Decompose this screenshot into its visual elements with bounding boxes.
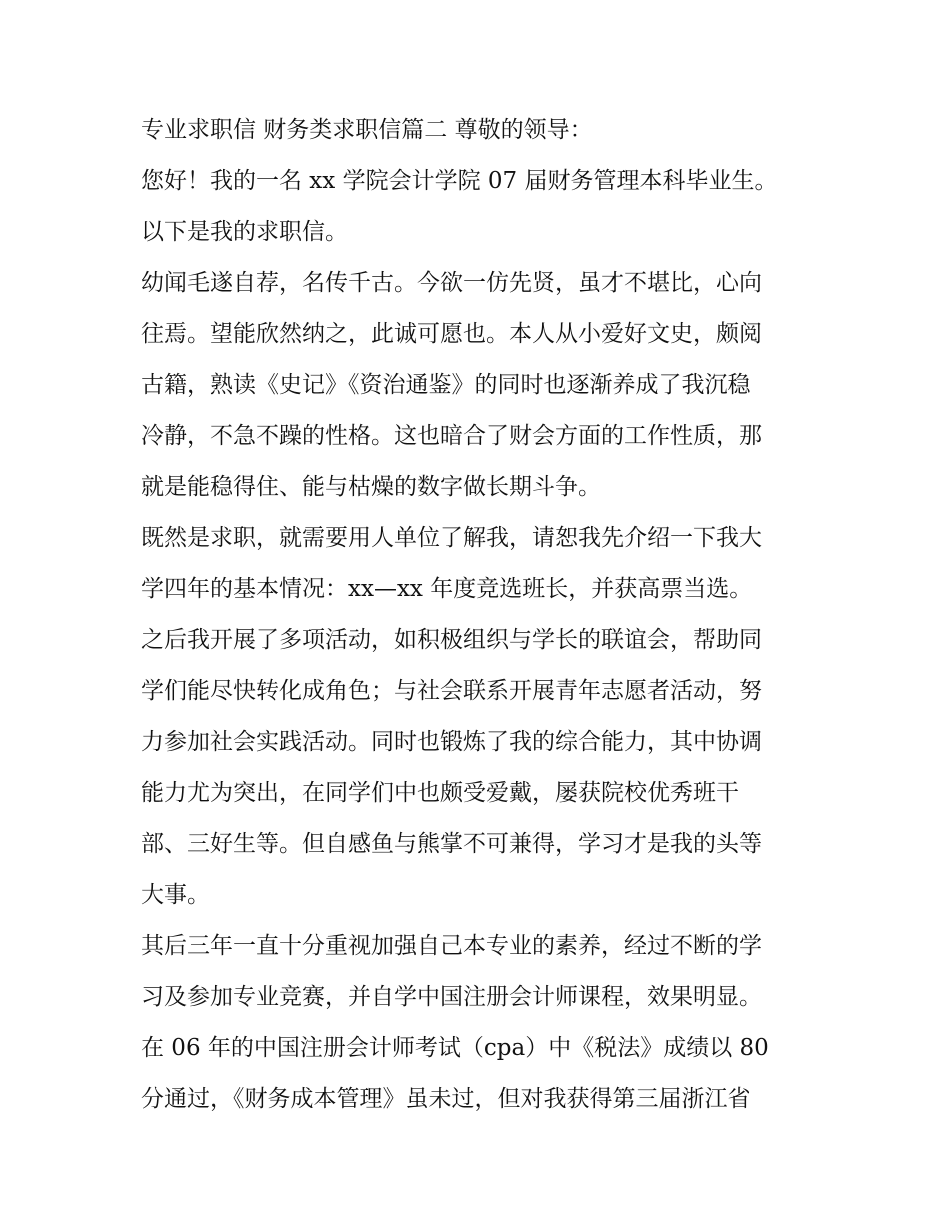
text-line-14: 能力尤为突出，在同学们中也颇受爱戴，屡获院校优秀班干 [141,780,739,806]
text-line-15: 部、三好生等。但自感鱼与熊掌不可兼得，学习才是我的头等 [141,831,762,857]
text-line-10: 学四年的基本情况：xx—xx 年度竞选班长，并获高票当选。 [141,576,753,602]
text-line-5: 往焉。望能欣然纳之，此诚可愿也。本人从小爱好文史，颇阅 [141,321,762,347]
letter-body [141,108,821,1128]
text-line-1: 专业求职信 财务类求职信篇二 尊敬的领导： [141,117,593,143]
text-line-18: 习及参加专业竞赛，并自学中国注册会计师课程，效果明显。 [141,984,762,1010]
text-line-16: 大事。 [141,882,210,908]
text-line-17: 其后三年一直十分重视加强自己本专业的素养，经过不断的学 [141,933,762,959]
text-line-9: 既然是求职，就需要用人单位了解我，请恕我先介绍一下我大 [141,525,762,551]
text-line-19: 在 06 年的中国注册会计师考试（cpa）中《税法》成绩以 80 [141,1035,769,1061]
text-line-4: 幼闻毛遂自荐，名传千古。今欲一仿先贤，虽才不堪比，心向 [141,270,762,296]
text-line-2: 您好！我的一名 xx 学院会计学院 07 届财务管理本科毕业生。 [141,168,778,194]
text-line-11: 之后我开展了多项活动，如积极组织与学长的联谊会，帮助同 [141,627,762,653]
text-line-20: 分通过，《财务成本管理》虽未过，但对我获得第三届浙江省 [141,1086,751,1112]
text-line-7: 冷静，不急不躁的性格。这也暗合了财会方面的工作性质，那 [141,423,762,449]
text-line-12: 学们能尽快转化成角色；与社会联系开展青年志愿者活动，努 [141,678,762,704]
text-line-8: 就是能稳得住、能与枯燥的数字做长期斗争。 [141,474,601,500]
text-line-3: 以下是我的求职信。 [141,219,348,245]
text-line-13: 力参加社会实践活动。同时也锻炼了我的综合能力，其中协调 [141,729,762,755]
text-line-6: 古籍，熟读《史记》《资治通鉴》的同时也逐渐养成了我沉稳 [141,372,751,398]
